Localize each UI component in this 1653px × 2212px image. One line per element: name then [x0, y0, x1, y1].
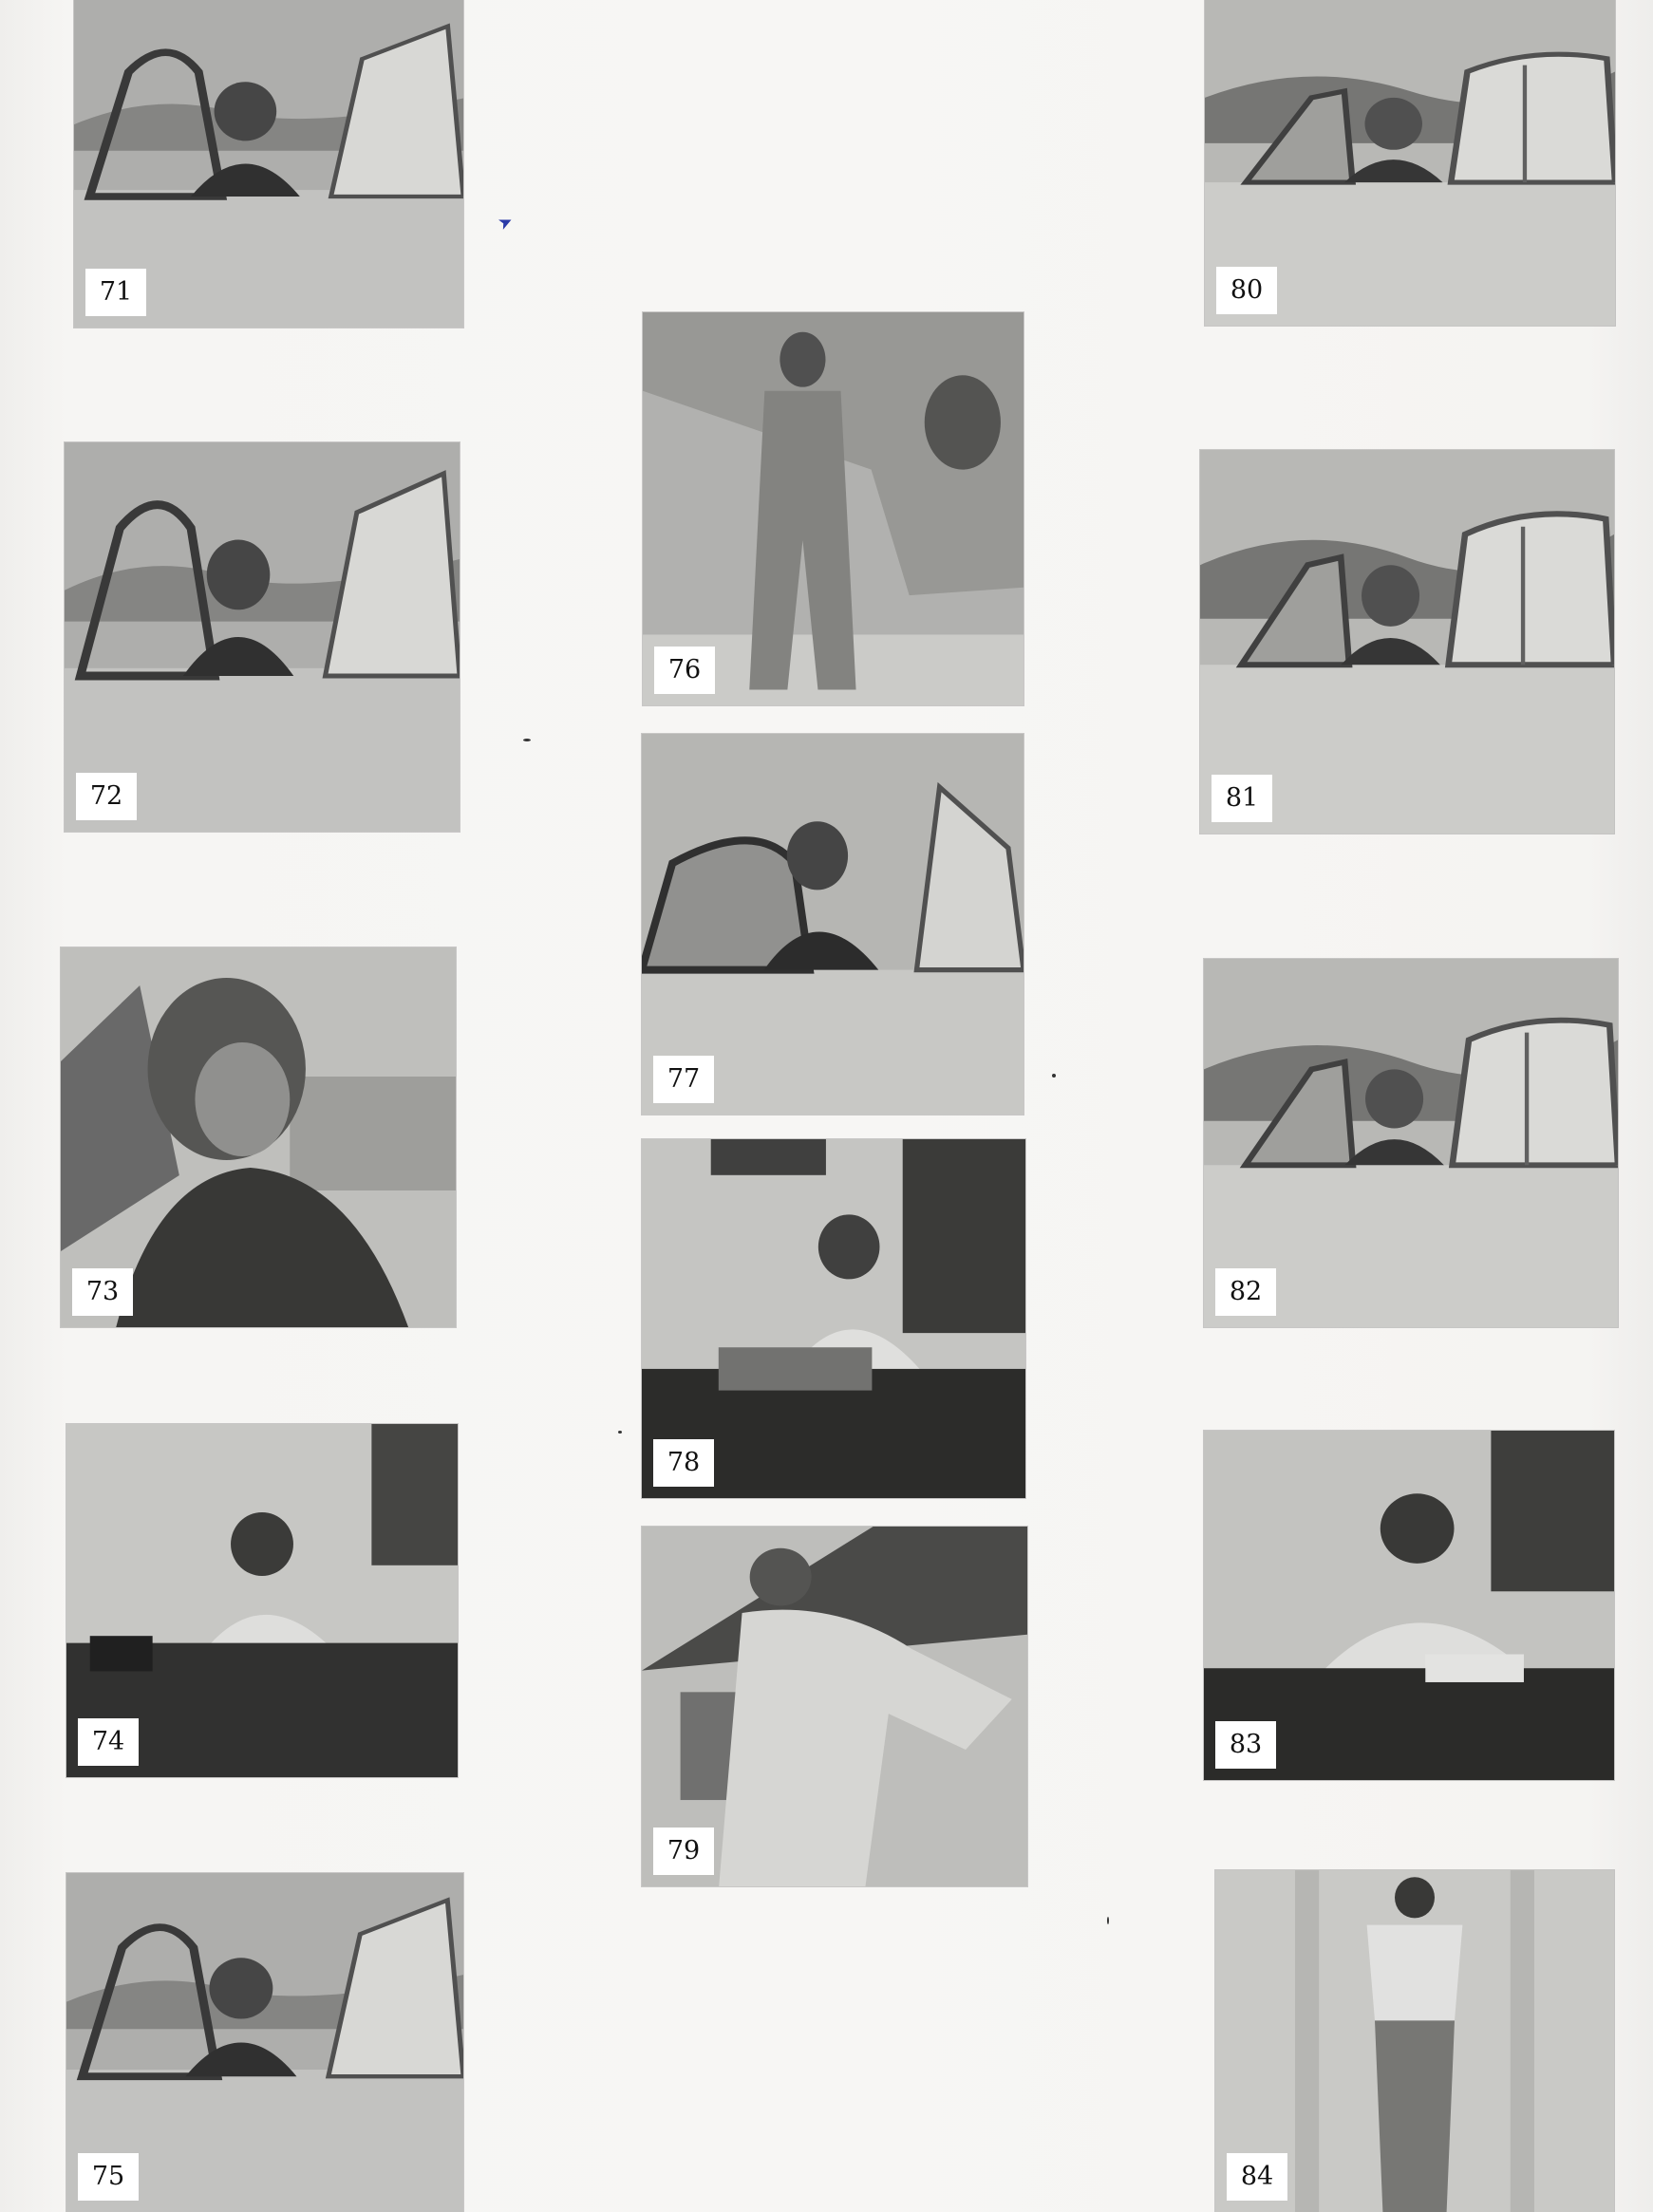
photo-71	[74, 0, 463, 328]
photo-82	[1204, 959, 1618, 1327]
photo-73	[61, 947, 456, 1327]
photo-number: 83	[1215, 1721, 1276, 1769]
dust-speck	[523, 739, 531, 741]
photo-77	[642, 734, 1024, 1115]
photo-72	[65, 442, 460, 832]
photo-number: 71	[85, 269, 146, 316]
photo-number: 81	[1212, 775, 1272, 822]
photo-number: 76	[654, 647, 715, 694]
dust-speck	[1052, 1074, 1056, 1078]
photo-number: 75	[78, 2153, 139, 2201]
photo-81	[1200, 450, 1614, 834]
photo-number: 80	[1216, 267, 1277, 314]
photo-75	[66, 1873, 463, 2212]
photo-76	[643, 312, 1024, 705]
photo-74	[66, 1424, 458, 1777]
photo-78	[642, 1139, 1025, 1498]
photo-80	[1205, 0, 1615, 326]
photo-number: 74	[78, 1718, 139, 1766]
dust-speck	[618, 1431, 622, 1434]
photo-number: 84	[1227, 2153, 1287, 2201]
photo-number: 79	[653, 1828, 714, 1875]
photo-79	[642, 1527, 1027, 1886]
dust-speck	[1107, 1917, 1109, 1924]
photo-84	[1215, 1870, 1614, 2212]
photo-number: 82	[1215, 1268, 1276, 1316]
photo-number: 78	[653, 1439, 714, 1487]
ink-mark: ➤	[495, 210, 517, 235]
photo-number: 72	[76, 773, 137, 820]
photo-number: 73	[72, 1268, 133, 1316]
photo-83	[1204, 1431, 1614, 1780]
photo-number: 77	[653, 1056, 714, 1103]
